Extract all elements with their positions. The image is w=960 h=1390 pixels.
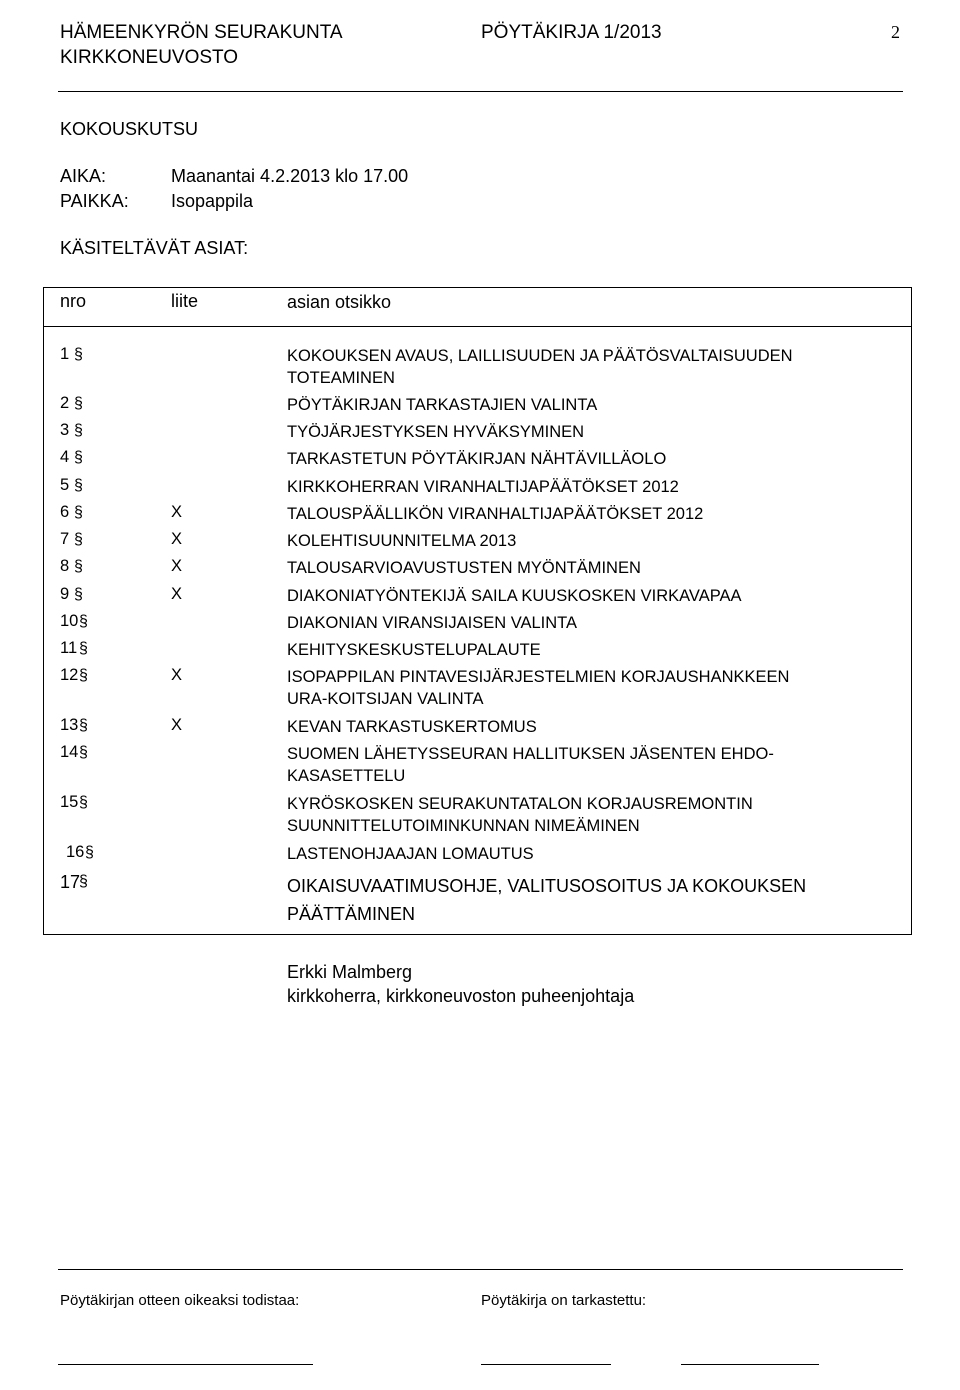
certified-copy-label: Pöytäkirjan otteen oikeaksi todistaa: bbox=[60, 1292, 300, 1309]
agenda-item-title-line: SUOMEN LÄHETYSSEURAN HALLITUKSEN JÄSENTEN EHDO- bbox=[287, 745, 774, 763]
column-header-title: asian otsikko bbox=[287, 292, 392, 312]
section-symbol: § bbox=[79, 613, 88, 630]
agenda-item-title-line: OIKAISUVAATIMUSOHJE, VALITUSOSOITUS JA KOKOUKSEN bbox=[287, 876, 807, 896]
agenda-item-title-line: KASASETTELU bbox=[287, 767, 406, 785]
organization-name: HÄMEENKYRÖN SEURAKUNTA bbox=[60, 22, 343, 43]
agenda-table bbox=[43, 287, 912, 935]
attachment-marker: X bbox=[171, 503, 183, 521]
section-symbol: § bbox=[79, 640, 88, 657]
agenda-item-title-line: TYÖJÄRJESTYKSEN HYVÄKSYMINEN bbox=[287, 423, 585, 441]
column-header-liite: liite bbox=[171, 291, 199, 311]
minutes-checked-label: Pöytäkirja on tarkastettu: bbox=[481, 1292, 647, 1309]
agenda-item-title bbox=[287, 530, 516, 552]
signature-line-certifier[interactable] bbox=[58, 1364, 313, 1365]
agenda-item-number: 6 bbox=[60, 503, 70, 521]
agenda-item-number: 12 bbox=[60, 666, 79, 684]
agenda-item-title-line: TARKASTETUN PÖYTÄKIRJAN NÄHTÄVILLÄOLO bbox=[287, 450, 667, 468]
agenda-item-title bbox=[287, 612, 577, 634]
agenda-item-number: 2 bbox=[60, 394, 70, 412]
section-symbol: § bbox=[74, 531, 83, 548]
section-symbol: § bbox=[85, 844, 94, 861]
agenda-item-title bbox=[287, 793, 753, 837]
agenda-item-title-line: TALOUSARVIOAVUSTUSTEN MYÖNTÄMINEN bbox=[287, 559, 641, 577]
place-label: PAIKKA: bbox=[60, 191, 129, 211]
agenda-item-title-line: KEHITYSKESKUSTELUPALAUTE bbox=[287, 641, 541, 659]
section-symbol: § bbox=[74, 449, 83, 466]
agenda-item-title bbox=[287, 448, 666, 470]
agenda-item-number: 9 bbox=[60, 585, 70, 603]
agenda-item-title-line: KYRÖSKOSKEN SEURAKUNTATALON KORJAUSREMONTIN bbox=[287, 795, 753, 813]
section-symbol: § bbox=[79, 717, 88, 734]
agenda-item-title-line: SUUNNITTELUTOIMINKUNNAN NIMEÄMINEN bbox=[287, 817, 640, 835]
table-header-divider bbox=[43, 326, 912, 327]
attachment-marker: X bbox=[171, 530, 183, 548]
agenda-item-title bbox=[287, 716, 537, 738]
agenda-item-title-line: DIAKONIATYÖNTEKIJÄ SAILA KUUSKOSKEN VIRKAVAPAA bbox=[287, 587, 742, 605]
agenda-item-title bbox=[287, 639, 541, 661]
agenda-item-number: 13 bbox=[60, 716, 79, 734]
agenda-item-title-line: KOLEHTISUUNNITELMA 2013 bbox=[287, 532, 517, 550]
document-title: PÖYTÄKIRJA 1/2013 bbox=[481, 22, 662, 43]
section-symbol: § bbox=[74, 346, 83, 363]
signatory-role: kirkkoherra, kirkkoneuvoston puheenjohtaja bbox=[287, 986, 635, 1006]
agenda-item-title bbox=[287, 872, 806, 928]
section-symbol: § bbox=[74, 395, 83, 412]
attachment-marker: X bbox=[171, 585, 183, 603]
agenda-item-title bbox=[287, 476, 679, 498]
agenda-item-title bbox=[287, 394, 597, 416]
agenda-item-title-line: LASTENOHJAAJAN LOMAUTUS bbox=[287, 845, 534, 863]
section-symbol: § bbox=[74, 422, 83, 439]
agenda-item-title bbox=[287, 743, 774, 787]
agenda-item-title-line: PÄÄTTÄMINEN bbox=[287, 904, 416, 924]
agenda-item-title-line: DIAKONIAN VIRANSIJAISEN VALINTA bbox=[287, 614, 578, 632]
agenda-item-number: 17 bbox=[60, 872, 81, 892]
agenda-item-title-line: TALOUSPÄÄLLIKÖN VIRANHALTIJAPÄÄTÖKSET 2012 bbox=[287, 505, 704, 523]
agenda-item-number: 1 bbox=[60, 345, 70, 363]
signature-line-checker-1[interactable] bbox=[481, 1364, 611, 1365]
time-value: Maanantai 4.2.2013 klo 17.00 bbox=[171, 166, 409, 186]
agenda-item-number: 14 bbox=[60, 743, 79, 761]
page-number: 2 bbox=[891, 22, 900, 42]
agenda-item-title-line: TOTEAMINEN bbox=[287, 369, 395, 387]
place-value: Isopappila bbox=[171, 191, 254, 211]
footer-divider bbox=[58, 1269, 903, 1270]
agenda-item-title bbox=[287, 585, 742, 607]
section-symbol: § bbox=[74, 504, 83, 521]
meeting-heading: KOKOUSKUTSU bbox=[60, 119, 199, 139]
section-symbol: § bbox=[79, 667, 88, 684]
agenda-item-number: 10 bbox=[60, 612, 79, 630]
agenda-item-title-line: PÖYTÄKIRJAN TARKASTAJIEN VALINTA bbox=[287, 396, 598, 414]
time-label: AIKA: bbox=[60, 166, 107, 186]
attachment-marker: X bbox=[171, 557, 183, 575]
agenda-item-title bbox=[287, 666, 789, 710]
agenda-item-title bbox=[287, 843, 534, 865]
header-divider bbox=[58, 91, 903, 92]
agenda-item-title bbox=[287, 503, 703, 525]
signatory-name: Erkki Malmberg bbox=[287, 962, 413, 982]
agenda-item-title bbox=[287, 421, 584, 443]
section-symbol: § bbox=[74, 586, 83, 603]
agenda-item-number: 16 bbox=[66, 843, 85, 861]
agenda-item-number: 8 bbox=[60, 557, 70, 575]
board-name: KIRKKONEUVOSTO bbox=[60, 47, 239, 68]
agenda-item-title-line: KOKOUKSEN AVAUS, LAILLISUUDEN JA PÄÄTÖSVALTAISUUDEN bbox=[287, 347, 793, 365]
agenda-item-title-line: URA-KOITSIJAN VALINTA bbox=[287, 690, 484, 708]
attachment-marker: X bbox=[171, 666, 183, 684]
agenda-item-title bbox=[287, 557, 641, 579]
agenda-item-number: 4 bbox=[60, 448, 70, 466]
agenda-item-number: 7 bbox=[60, 530, 70, 548]
section-symbol: § bbox=[79, 744, 88, 761]
agenda-item-title bbox=[287, 345, 793, 389]
agenda-item-title-line: ISOPAPPILAN PINTAVESIJÄRJESTELMIEN KORJAUSHANKKEEN bbox=[287, 668, 790, 686]
agenda-heading: KÄSITELTÄVÄT ASIAT: bbox=[60, 238, 249, 258]
section-symbol: § bbox=[79, 794, 88, 811]
agenda-item-title-line: KEVAN TARKASTUSKERTOMUS bbox=[287, 718, 537, 736]
agenda-item-title-line: KIRKKOHERRAN VIRANHALTIJAPÄÄTÖKSET 2012 bbox=[287, 478, 679, 496]
agenda-item-number: 15 bbox=[60, 793, 79, 811]
attachment-marker: X bbox=[171, 716, 183, 734]
section-symbol: § bbox=[74, 477, 83, 494]
agenda-item-number: 3 bbox=[60, 421, 70, 439]
agenda-item-number: 11 bbox=[60, 639, 78, 657]
signature-line-checker-2[interactable] bbox=[681, 1364, 819, 1365]
agenda-item-number: 5 bbox=[60, 476, 70, 494]
column-header-nro: nro bbox=[60, 291, 87, 311]
section-symbol: § bbox=[79, 873, 88, 890]
section-symbol: § bbox=[74, 558, 83, 575]
